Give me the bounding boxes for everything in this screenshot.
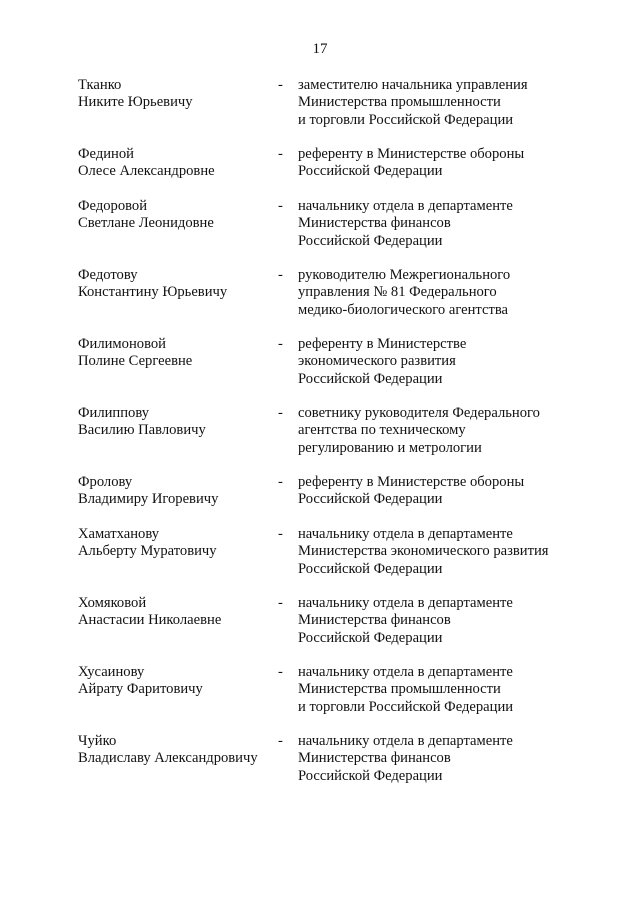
dash-separator: - bbox=[278, 595, 283, 611]
position-line: Министерства экономического развития bbox=[298, 543, 549, 560]
given-names: Олесе Александровне bbox=[78, 163, 215, 180]
position-line: Министерства финансов bbox=[298, 612, 451, 629]
position-title bbox=[298, 77, 598, 146]
position-line: управления № 81 Федерального bbox=[298, 284, 497, 301]
position-line: референту в Министерстве обороны bbox=[298, 146, 525, 162]
position-line: Российской Федерации bbox=[298, 560, 443, 577]
dash-separator: - bbox=[278, 733, 283, 749]
position-title bbox=[298, 595, 598, 664]
given-names: Владиславу Александровичу bbox=[78, 750, 258, 767]
position-line: агентства по техническому bbox=[298, 422, 466, 439]
person-name bbox=[78, 733, 278, 802]
person-name bbox=[78, 405, 278, 474]
given-names: Никите Юрьевичу bbox=[78, 94, 193, 111]
surname: Фролову bbox=[78, 474, 133, 490]
surname: Фединой bbox=[78, 146, 134, 162]
list-item bbox=[78, 474, 598, 526]
position-title bbox=[298, 336, 598, 405]
dash-separator: - bbox=[278, 146, 283, 162]
appointee-list bbox=[78, 77, 598, 802]
dash-separator: - bbox=[278, 664, 283, 680]
position-line: Министерства промышленности bbox=[298, 681, 501, 698]
surname: Чуйко bbox=[78, 733, 117, 749]
surname: Федоровой bbox=[78, 198, 148, 214]
given-names: Светлане Леонидовне bbox=[78, 215, 214, 232]
person-name bbox=[78, 664, 278, 733]
given-names: Владимиру Игоревичу bbox=[78, 491, 219, 508]
position-line: Российской Федерации bbox=[298, 163, 443, 180]
position-line: и торговли Российской Федерации bbox=[298, 698, 514, 715]
given-names: Василию Павловичу bbox=[78, 422, 206, 439]
position-line: советнику руководителя Федерального bbox=[298, 405, 540, 421]
list-item bbox=[78, 77, 598, 146]
dash-separator: - bbox=[278, 405, 283, 421]
person-name bbox=[78, 595, 278, 664]
position-line: Министерства промышленности bbox=[298, 94, 501, 111]
position-line: руководителю Межрегионального bbox=[298, 267, 511, 283]
surname: Тканко bbox=[78, 77, 122, 93]
position-line: Министерства финансов bbox=[298, 750, 451, 767]
position-line: референту в Министерстве bbox=[298, 336, 467, 352]
given-names: Айрату Фаритовичу bbox=[78, 681, 203, 698]
list-item bbox=[78, 336, 598, 405]
person-name bbox=[78, 267, 278, 336]
surname: Филиппову bbox=[78, 405, 150, 421]
person-name bbox=[78, 146, 278, 198]
position-line: Российской Федерации bbox=[298, 370, 443, 387]
list-item bbox=[78, 267, 598, 336]
list-item bbox=[78, 664, 598, 733]
position-line: и торговли Российской Федерации bbox=[298, 111, 514, 128]
position-line: заместителю начальника управления bbox=[298, 77, 528, 93]
position-line: Российской Федерации bbox=[298, 491, 443, 508]
position-title bbox=[298, 267, 598, 336]
person-name bbox=[78, 77, 278, 146]
person-name bbox=[78, 526, 278, 595]
page-number: 17 bbox=[312, 41, 328, 57]
position-line: регулированию и метрологии bbox=[298, 439, 482, 456]
position-title bbox=[298, 405, 598, 474]
position-line: Российской Федерации bbox=[298, 629, 443, 646]
position-title bbox=[298, 146, 598, 198]
position-title bbox=[298, 198, 598, 267]
position-line: начальнику отдела в департаменте bbox=[298, 526, 513, 542]
position-line: экономического развития bbox=[298, 353, 456, 370]
dash-separator: - bbox=[278, 77, 283, 93]
position-line: начальнику отдела в департаменте bbox=[298, 664, 513, 680]
surname: Хусаинову bbox=[78, 664, 145, 680]
position-line: референту в Министерстве обороны bbox=[298, 474, 525, 490]
position-line: начальнику отдела в департаменте bbox=[298, 198, 513, 214]
list-item bbox=[78, 526, 598, 595]
dash-separator: - bbox=[278, 474, 283, 490]
position-line: Министерства финансов bbox=[298, 215, 451, 232]
list-item bbox=[78, 146, 598, 198]
dash-separator: - bbox=[278, 198, 283, 214]
position-title bbox=[298, 526, 598, 595]
surname: Федотову bbox=[78, 267, 138, 283]
given-names: Анастасии Николаевне bbox=[78, 612, 222, 629]
given-names: Альберту Муратовичу bbox=[78, 543, 217, 560]
position-line: Российской Федерации bbox=[298, 232, 443, 249]
given-names: Полине Сергеевне bbox=[78, 353, 193, 370]
given-names: Константину Юрьевичу bbox=[78, 284, 228, 301]
list-item bbox=[78, 405, 598, 474]
person-name bbox=[78, 336, 278, 405]
surname: Филимоновой bbox=[78, 336, 166, 352]
position-line: начальнику отдела в департаменте bbox=[298, 595, 513, 611]
position-title bbox=[298, 474, 598, 526]
list-item bbox=[78, 595, 598, 664]
surname: Хаматханову bbox=[78, 526, 160, 542]
person-name bbox=[78, 198, 278, 267]
position-line: начальнику отдела в департаменте bbox=[298, 733, 513, 749]
position-line: Российской Федерации bbox=[298, 767, 443, 784]
dash-separator: - bbox=[278, 336, 283, 352]
position-title bbox=[298, 733, 598, 802]
position-title bbox=[298, 664, 598, 733]
position-line: медико-биологического агентства bbox=[298, 301, 508, 318]
person-name bbox=[78, 474, 278, 526]
surname: Хомяковой bbox=[78, 595, 147, 611]
dash-separator: - bbox=[278, 267, 283, 283]
list-item bbox=[78, 733, 598, 802]
list-item bbox=[78, 198, 598, 267]
dash-separator: - bbox=[278, 526, 283, 542]
